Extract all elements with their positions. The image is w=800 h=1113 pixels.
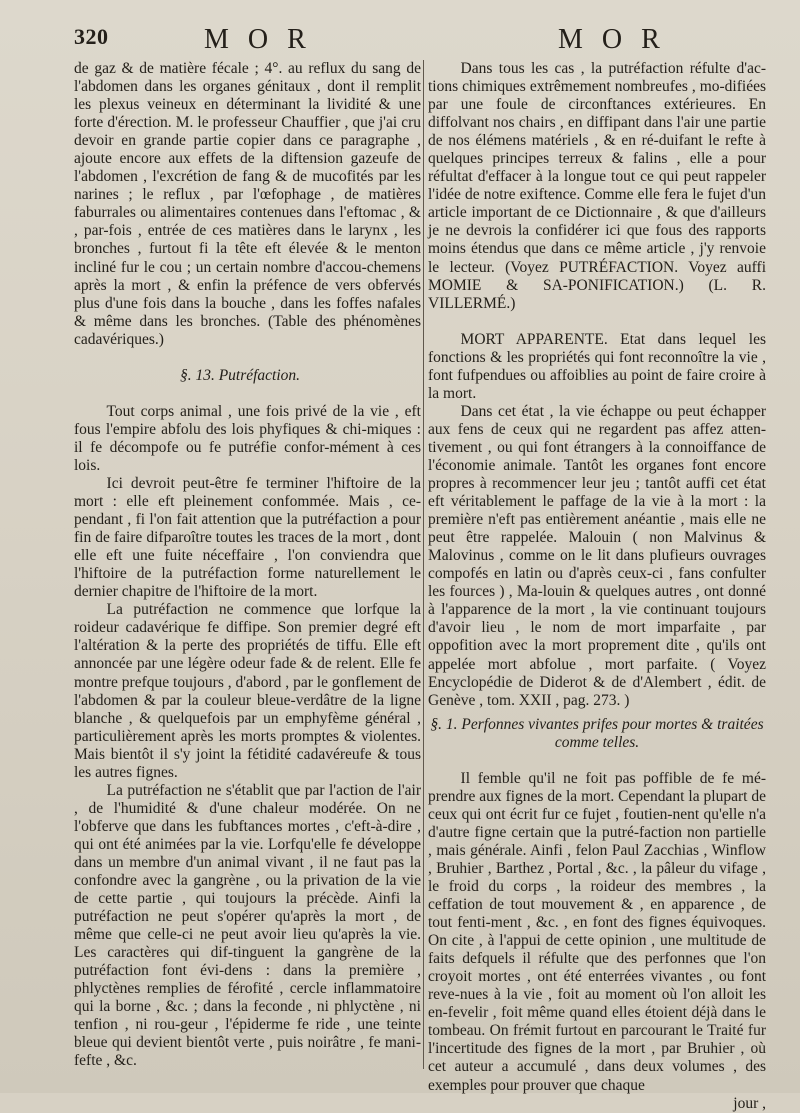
left-paragraph-4: La putréfaction ne commence que lorfque la roideur cadavérique fe diffipe. Son premier degré eft l'altération & la perte des propriétés de tiffu. Elle eft annoncée par une légère odeur fade & de relent. Elle fe montre prefque toujours , d'abord , par le gonflement de l'abdomen & par la couleur bleue-verdâtre de la ligne blanche , & quelquefois par un emphyfème général , particulièrement après les morts promptes & violentes. Mais bientôt il s'y joint la fétidité cadavéreufe & tous les autres fignes.: [74, 601, 421, 781]
left-running-head: M O R: [204, 24, 312, 55]
page-header: [0, 0, 800, 56]
left-paragraph-2: Tout corps animal , une fois privé de la vie , eft fous l'empire abfolu des lois phyfiques & chi-miques : il fe décompofe ou fe putréfie confor-mément à ces lois.: [74, 402, 421, 474]
section-gap-3: [428, 752, 766, 770]
right-paragraph-3: Dans cet état , la vie échappe ou peut échapper aux fens de ceux qui ne regardent pas affez atten-tivement , ou qui font étrangers à la connoiffance de l'économie animale. Tantôt les organes font encore propres à recommencer leur jeu ; tantôt auffi cet état eft véritablement le paffage de la vie à la mort : la première n'eft pas entièrement anéantie , mais elle ne peut être rappelée. Malouin ( non Malvinus & Malovinus , comme on le lit dans plufieurs ouvrages compofés en latin ou d'après ceux-ci , fans confulter les fources ) , Ma-louin & quelques autres , ont donné à l'apparence de la mort , la vie continuant toujours d'avoir lieu , le nom de mort imparfaite , par oppofition avec la mort proprement dite , qu'ils ont appelée mort abfolue , mort parfaite. ( Voyez Encyclopédie de Diderot & de d'Alembert , édit. de Genève , tom. XXII , pag. 273. ): [428, 402, 766, 709]
section-title-living-persons: §. 1. Perfonnes vivantes prifes pour mortes & traitées comme telles.: [430, 715, 764, 751]
left-column: [74, 60, 421, 1069]
page-number: 320: [74, 24, 109, 49]
right-column: [428, 60, 766, 1112]
right-paragraph-2: MORT APPARENTE. Etat dans lequel les fonctions & les propriétés qui font reconnoître la vie , font fufpendues ou affoiblies au point de faire croire à la mort.: [428, 330, 766, 402]
entry-gap: [428, 313, 766, 331]
section-title-putrefaction: §. 13. Putréfaction.: [179, 366, 301, 384]
left-paragraph-1: de gaz & de matière fécale ; 4°. au reflux du sang de l'abdomen dans les organes génitaux , dont il remplit les plexus veineux en déterminant la lividité & une forte d'érection. M. le professeur Chauffier , que j'ai cru devoir en grande partie copier dans ce paragraphe , ajoute encore aux effets de la diftension gazeufe de l'abdomen , l'excrétion de fang & de mucofités par les narines ; le reflux , par l'œfophage , de matières faburrales ou alimentaires contenues dans l'eftomac , & , par-fois , entrée de ces matières dans le larynx , les bronches , furtout fi la tête eft élevée & le menton incliné fur le cou ; un certain nombre d'accou-chemens après la mort , & enfin la préfence de vers obfervés plus d'une fois dans la bouche , dans les foffes nafales & même dans les bronches. (Table des phénomènes cadavériques.): [74, 60, 421, 348]
column-divider: [423, 60, 424, 1069]
left-paragraph-5: La putréfaction ne s'établit que par l'action de l'air , de l'humidité & d'une chaleur modérée. On ne l'obferve que dans les fubftances mortes , c'eft-à-dire , qui ont été animées par la vie. Lorfqu'elle fe développe dans un membre d'un animal vivant , il ne faut pas la confondre avec la gangrène , ou la privation de la vie de cette partie , qui toujours la précède. Ainfi la putréfaction ne peut s'opérer qu'après la mort , de même que celle-ci ne peut avoir lieu qu'après la vie. Les caractères qui dif-tinguent la gangrène de la putréfaction font évi-dens : dans la première , phlyctènes remplies de férofité , cercle inflammatoire qui la borne , &c. ; dans la feconde , ni phlyctène , ni tenfion , ni rou-geur , l'épiderme fe ride , une teinte bleue qui devient bientôt verte , puis noirâtre , fe mani-fefte , &c.: [74, 781, 421, 1070]
section-gap: [74, 349, 421, 367]
right-paragraph-4: Il femble qu'il ne foit pas poffible de fe mé-prendre aux fignes de la mort. Cependant la plupart de ceux qui ont écrit fur ce fujet , foutien-nent qu'elle n'a d'autre figne certain que la putré-faction non partielle , mais générale. Ainfi , felon Paul Zacchias , Winflow , Bruhier , Barthez , Portal , &c. , la pâleur du vifage , le froid du corps , la roideur des membres , la ceffation de tout mouvement & , en apparence , de tout fenti-ment , &c. , en font des fignes équivoques. On cite , à l'appui de cette opinion , une multitude de faits defquels il réfulte que des perfonnes que l'on croyoit mortes , ont été enterrées vivantes , ou font reve-nues à la vie , foit au moment où l'on alloit les en-fevelir , foit même quand elles étoient déjà dans le tombeau. On frémit furtout en parcourant le Traité fur l'incertitude des fignes de la mort , par Bruhier , où cet auteur a accumulé , dans deux volumes , des exemples pour prouver que chaque: [428, 769, 766, 1094]
left-paragraph-3: Ici devroit peut-être fe terminer l'hiftoire de la mort : elle eft pleinement confommée. Mais , ce-pendant , fi l'on fait attention que la putréfaction a pour fin de faire difparoître toutes les traces de la mort , dont elle eft une fuite néceffaire , l'on conviendra que l'hiftoire de la putréfaction forme naturellement le dernier chapitre de l'hiftoire de la mort.: [74, 474, 421, 601]
right-running-head: M O R: [558, 24, 666, 55]
catchword: jour ,: [733, 1094, 766, 1112]
right-paragraph-1: Dans tous les cas , la putréfaction réfulte d'ac-tions chimiques extrêmement nombreufes , mo-difiées par une foule de circonftances extérieures. En diffolvant nos chairs , en diffipant dans l'air une partie de nos élémens matériels , & en ré-duifant le refte à quelques principes terreux & falins , elle a pour réfultat d'effacer à la longue tout ce qui peut rappeler l'idée de notre exiftence. Comme elle fera le fujet d'un article important de ce Dictionnaire , & que d'ailleurs je ne devrois la confidérer ici que fous des rapports moins étendus que dans ce même article , j'y renvoie le lecteur. (Voyez PUTRÉFACTION. Voyez auffi MOMIE & SA-PONIFICATION.) (L. R. VILLERMÉ.): [428, 60, 766, 312]
section-gap-2: [74, 385, 421, 403]
